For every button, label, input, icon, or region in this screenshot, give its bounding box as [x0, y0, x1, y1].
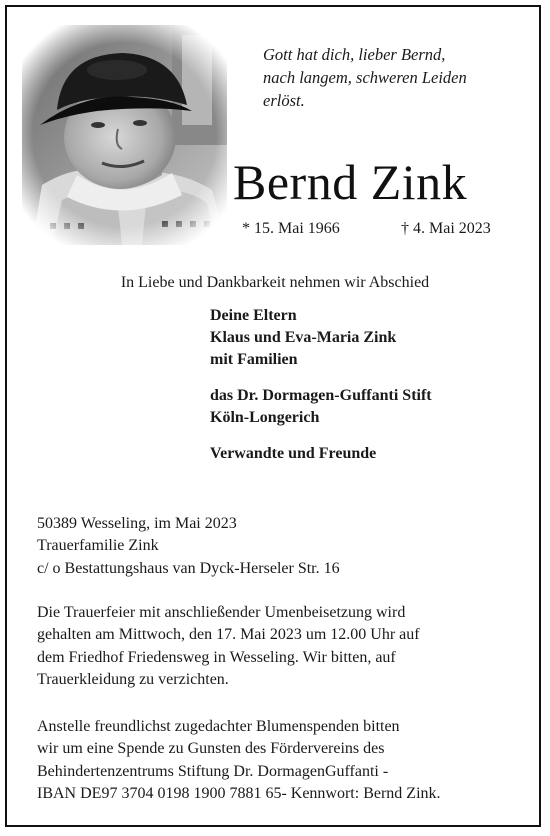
mourner-line: das Dr. Dormagen-Guffanti Stift [210, 387, 432, 404]
mourner-group [210, 443, 432, 465]
quote-line: erlöst. [263, 91, 305, 110]
mourner-line: mit Familien [210, 351, 298, 368]
mourner-line: Deine Eltern [210, 307, 297, 324]
portrait-photo [22, 25, 227, 245]
donation-line: IBAN DE97 3704 0198 1900 7881 65- Kennwort: Bernd Zink. [37, 784, 441, 802]
mourner-line: Köln-Longerich [210, 409, 320, 426]
donation-paragraph [37, 716, 441, 805]
ceremony-line: Die Trauerfeier mit anschließender Umenbeisetzung wird [37, 604, 406, 621]
mourner-line: Verwandte und Freunde [210, 445, 377, 462]
donation-line: wir um eine Spende zu Gunsten des Fördervereins des [37, 740, 385, 758]
ceremony-line: gehalten am Mittwoch, den 17. Mai 2023 um 12.00 Uhr auf [37, 626, 420, 644]
address-block [37, 513, 340, 580]
birth-date: * 15. Mai 1966 [242, 220, 340, 237]
ceremony-line: Trauerkleidung zu verzichten. [37, 670, 229, 688]
deceased-name: Bernd Zink [233, 154, 468, 210]
quote [263, 43, 467, 112]
donation-line: Anstelle freundlichst zugedachter Blumenspenden bitten [37, 718, 400, 735]
death-date: † 4. Mai 2023 [401, 220, 491, 237]
address-line: 50389 Wesseling, im Mai 2023 [37, 515, 237, 532]
address-line: Trauerfamilie Zink [37, 537, 159, 555]
mourners-list [210, 305, 432, 479]
quote-line: Gott hat dich, lieber Bernd, [263, 45, 446, 64]
mourner-group [210, 305, 432, 371]
donation-line: Behindertenzentrums Stiftung Dr. DormagenGuffanti - [37, 762, 389, 780]
mourner-group [210, 385, 432, 429]
ceremony-line: dem Friedhof Friedensweg in Wesseling. Wir bitten, auf [37, 648, 396, 666]
quote-line: nach langem, schweren Leiden [263, 68, 467, 87]
address-line: c/ o Bestattungshaus van Dyck-Herseler Str. 16 [37, 559, 340, 577]
mourner-line: Klaus und Eva-Maria Zink [210, 329, 397, 346]
ceremony-paragraph [37, 602, 420, 691]
farewell-line: In Liebe und Dankbarkeit nehmen wir Abschied [120, 274, 430, 291]
